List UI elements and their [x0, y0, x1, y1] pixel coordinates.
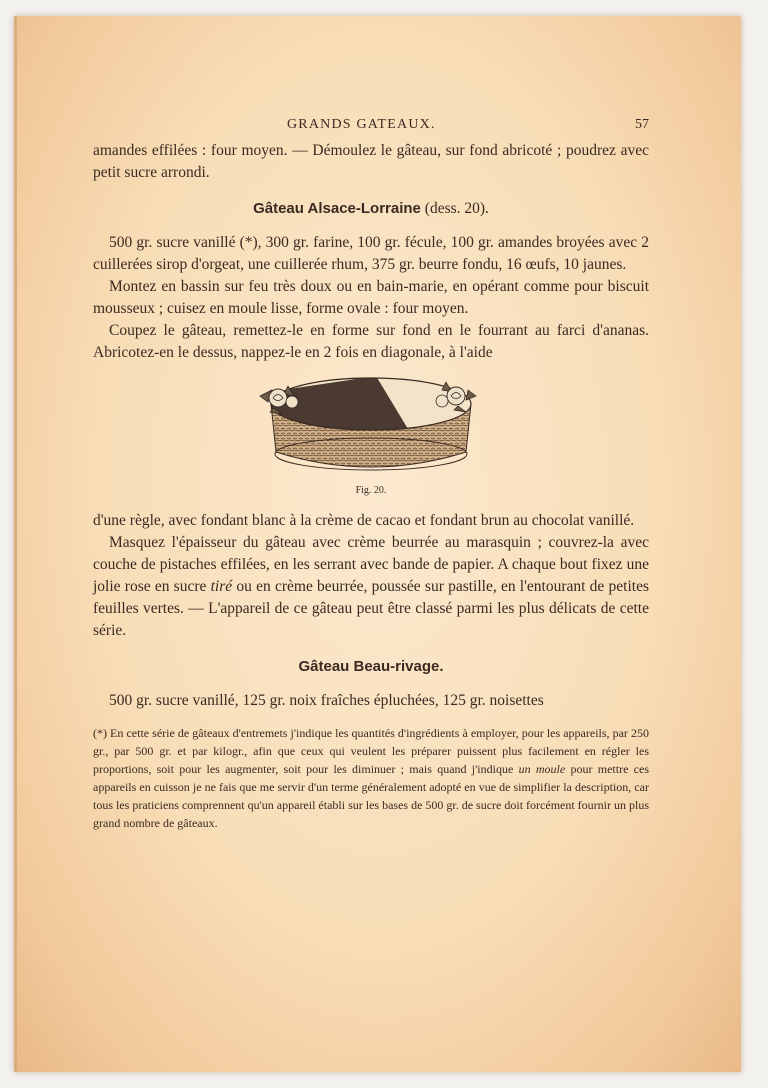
beau-rivage-ingredients: 500 gr. sucre vanillé, 125 gr. noix fraîches épluchées, 125 gr. noisettes	[109, 692, 544, 709]
section-title-text: Gâteau Beau-rivage.	[298, 658, 444, 675]
method-text-emphasis: tiré	[210, 578, 233, 595]
section-title-text: Gâteau Alsace-Lorraine	[253, 200, 421, 217]
method-paragraph-2: Coupez le gâteau, remettez-le en forme sur fond en le fourrant au farci d'ananas. Abricotez-en le dessus, nappez-le en 2 fois en diagonale, à l'aide	[93, 322, 649, 361]
method-paragraph-1: Montez en bassin sur feu très doux ou en bain-marie, en opérant comme pour biscuit mousseux ; cuisez en moule lisse, forme ovale : four moyen.	[93, 278, 649, 317]
section-title-suffix: (dess. 20).	[424, 200, 489, 217]
method-paragraph-4	[93, 532, 649, 642]
cake-illustration	[256, 374, 486, 476]
figure-20	[93, 374, 649, 502]
intro-paragraph: amandes effilées : four moyen. — Démoulez le gâteau, sur fond abricoté ; poudrez avec petit sucre arrondi.	[93, 142, 649, 181]
footnote-text-b: pour mettre ces appareils en cuisson je ne fais que me servir d'un terme généralement adopté en vue de simplifier la description, car tous les praticiens comprennent qu'un appareil établi sur les bases de 500 gr. de sucre doit forcément fournir un plus grand nombre de gâteaux.	[93, 762, 650, 830]
footnote	[93, 724, 649, 832]
ingredients-paragraph: 500 gr. sucre vanillé (*), 300 gr. farine, 100 gr. fécule, 100 gr. amandes broyées avec 2 cuillerées sirop d'orgeat, une cuillerée rhum, 375 gr. beurre fondu, 16 œufs, 10 jaunes.	[93, 234, 649, 273]
method-paragraph-3: d'une règle, avec fondant blanc à la crème de cacao et fondant brun au chocolat vanillé.	[93, 512, 635, 529]
page-number: 57	[635, 117, 649, 132]
page-text	[93, 114, 649, 832]
method-text-b: ou en crème beurrée, poussée sur pastille, en l'entourant de petites feuilles vertes. — L'appareil de ce gâteau peut être classé parmi les plus délicats de cette série.	[93, 578, 649, 639]
running-title: GRANDS GATEAUX.	[287, 117, 436, 132]
section-title-alsace-lorraine	[93, 198, 649, 220]
footnote-text-a: (*) En cette série de gâteaux d'entremets j'indique les quantités d'ingrédients à employer, pour les appareils, par 250 gr., par 500 gr. et par kilogr., afin que ceux qui veulent les préparer puissent plus facilement en régler les proportions, soit pour les augmenter, soit pour les diminuer ; mais quand j'indique	[93, 726, 649, 776]
running-header	[93, 114, 649, 136]
section-title-beau-rivage	[93, 656, 649, 678]
method-text-a: Masquez l'épaisseur du gâteau avec crème beurrée au marasquin ; couvrez-la avec couche de pistaches effilées, en les serrant avec bande de papier. A chaque bout fixez une jolie rose en sucre	[93, 534, 649, 595]
footnote-emphasis: un moule	[518, 762, 566, 776]
book-page	[14, 16, 741, 1072]
figure-caption: Fig. 20.	[355, 485, 387, 496]
